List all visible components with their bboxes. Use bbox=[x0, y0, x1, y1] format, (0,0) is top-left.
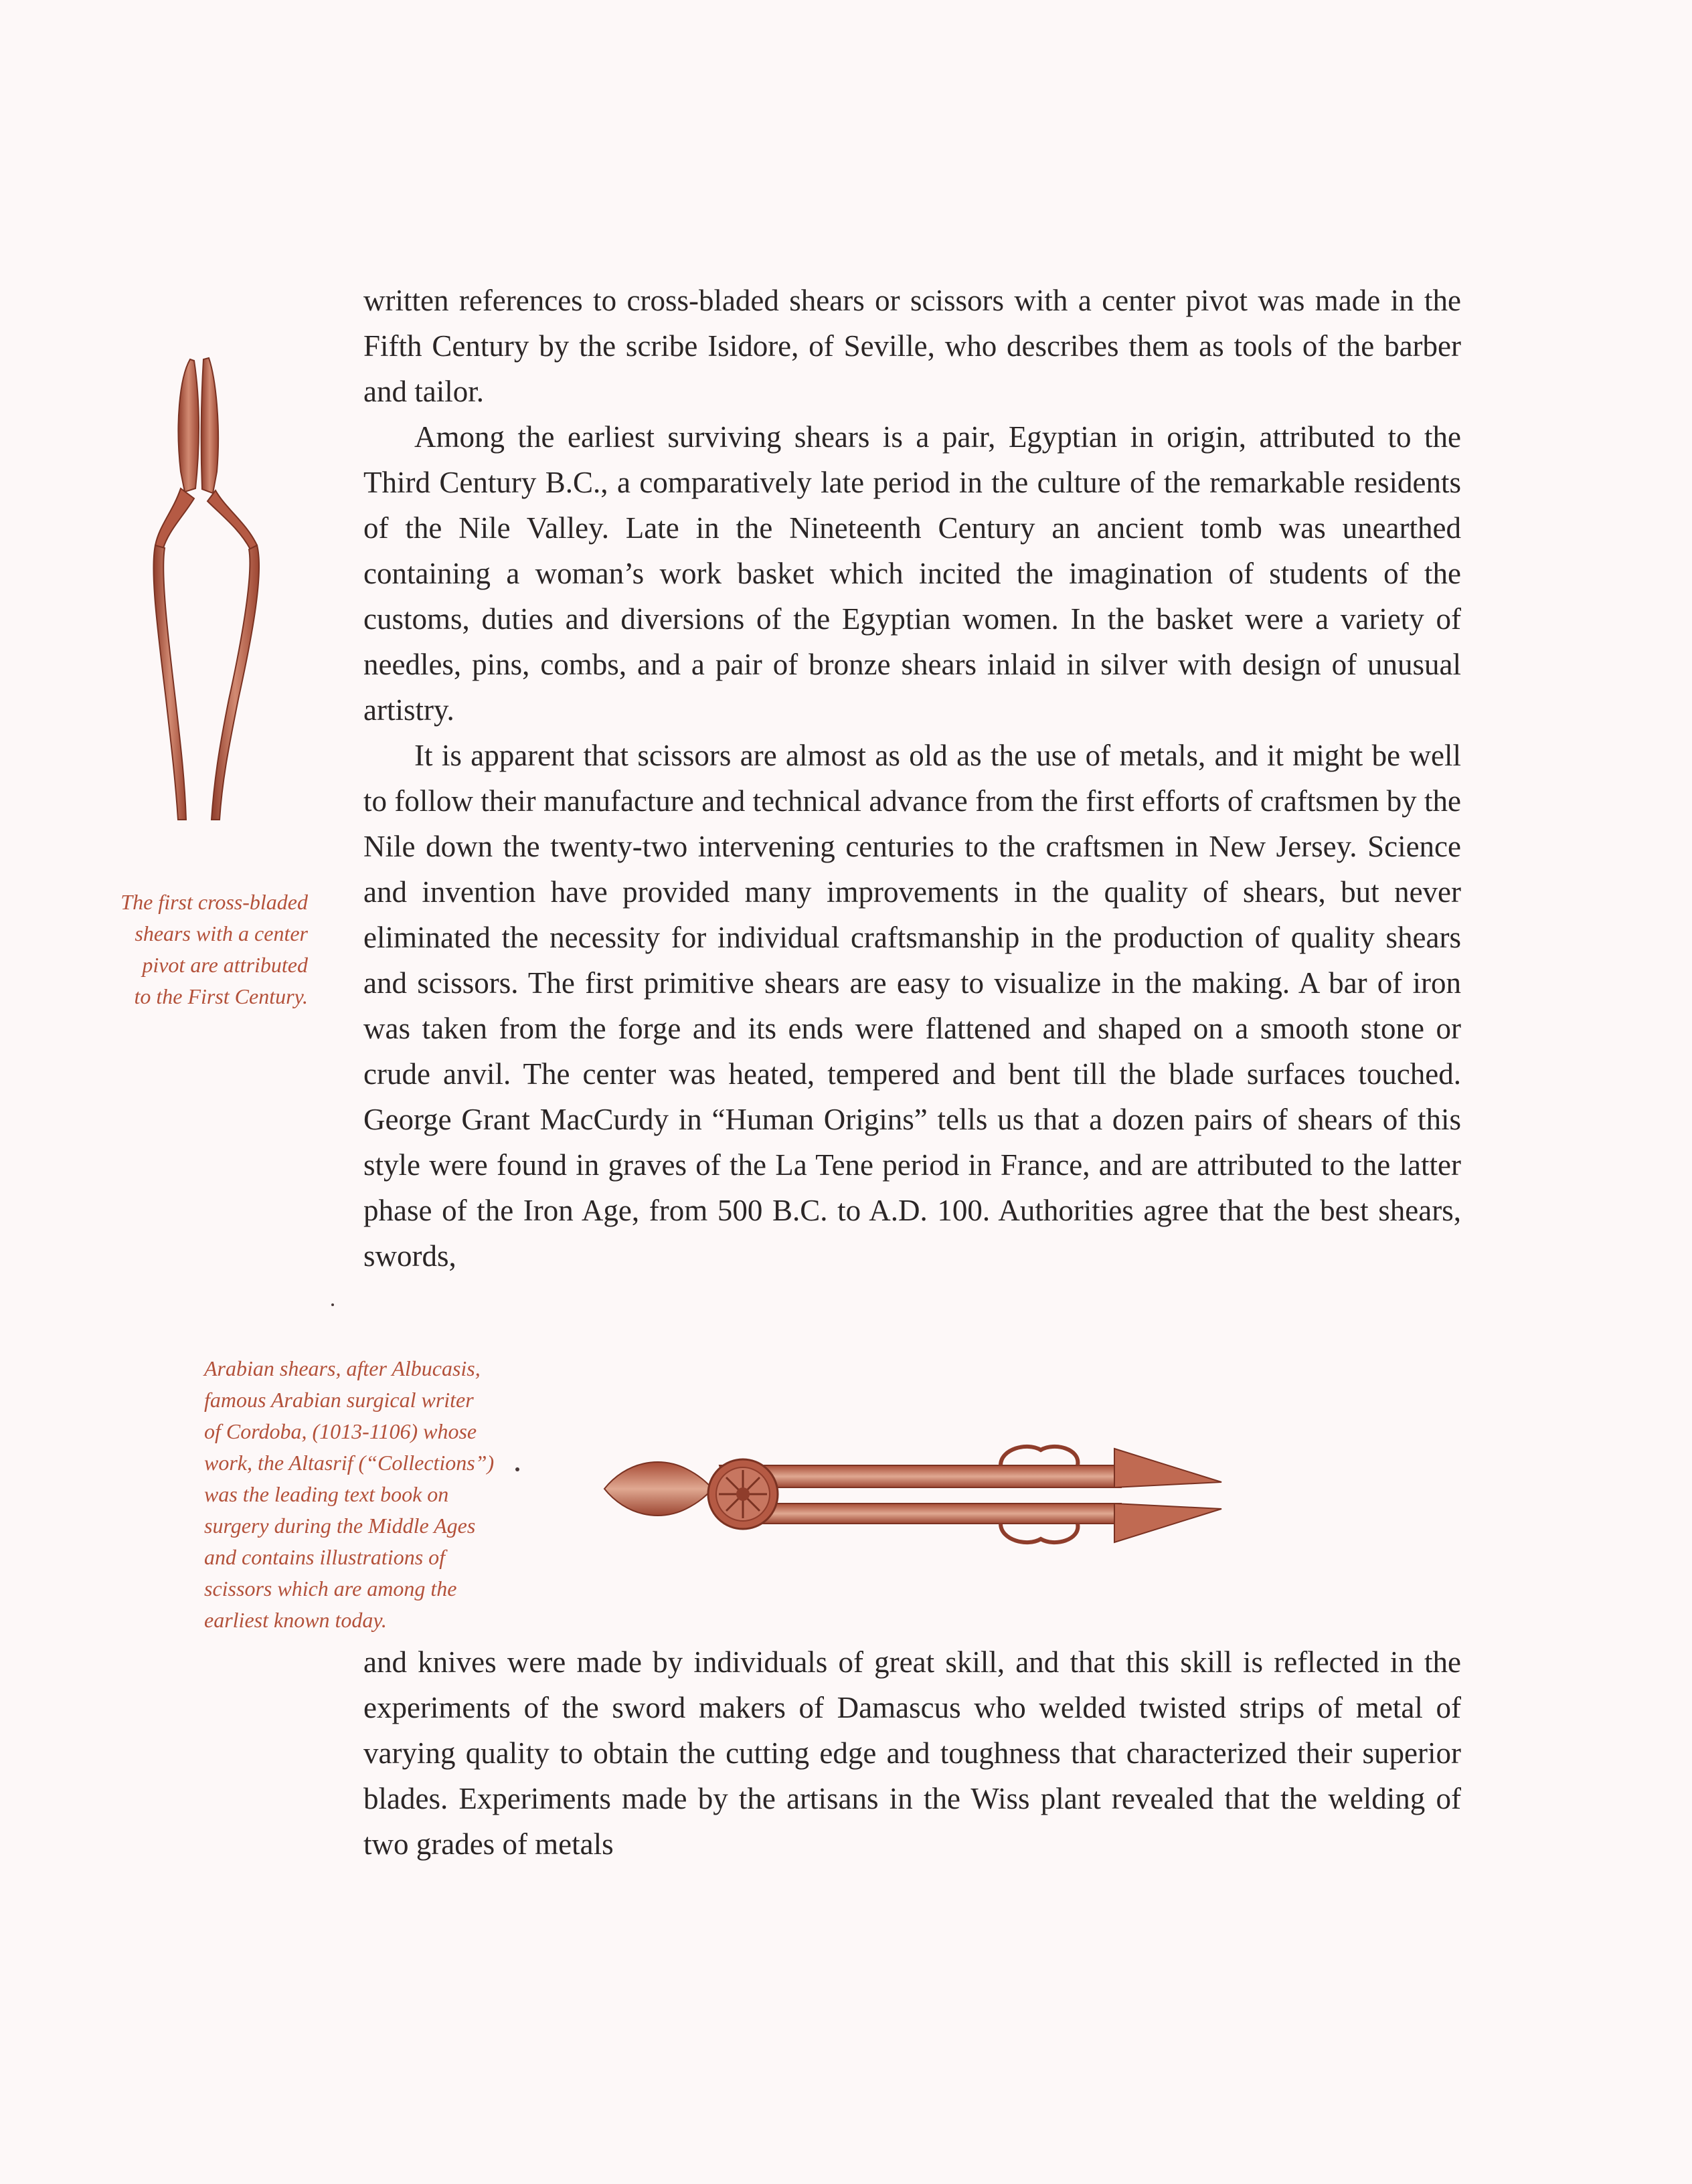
primitive-shears-illustration bbox=[146, 351, 280, 833]
caption-line: earliest known today. bbox=[204, 1608, 387, 1632]
body-text-bottom bbox=[363, 1639, 1461, 1867]
caption-first-shears bbox=[67, 887, 308, 1012]
caption-line: surgery during the Middle Ages bbox=[204, 1514, 476, 1538]
paragraph-4: and knives were made by individuals of great skill, and that this skill is reflected in the experiments of the sword makers of Damascus who welded twisted strips of metal of varying quality to obtain the cutting edge and toughness that characterized their superior blades. Experiments made by the artisans in the Wiss plant revealed that the welding of two grades of metals bbox=[363, 1645, 1461, 1861]
paragraph-3: It is apparent that scissors are almost as old as the use of metals, and it might be well to follow their manufacture and technical advance from the first efforts of craftsmen by the Nile down the twenty-two intervening centuries to the craftsmen in New Jersey. Science and invention have provided many improvements in the quality of shears, but never eliminated the necessity for individual craftsmanship in the production of quality shears and scissors. The first primitive shears are easy to visualize in the making. A bar of iron was taken from the forge and its ends were flattened and shaped on a smooth stone or crude anvil. The center was heated, tempered and bent till the blade surfaces touched. George Grant MacCurdy in “Human Origins” tells us that a dozen pairs of shears of this style were found in graves of the La Tene period in France, and are attributed to the latter phase of the Iron Age, from 500 B.C. to A.D. 100. Authorities agree that the best shears, swords, bbox=[363, 739, 1461, 1273]
caption-line: famous Arabian surgical writer bbox=[204, 1388, 474, 1412]
caption-line: of Cordoba, (1013-1106) whose bbox=[204, 1419, 477, 1443]
body-text-top bbox=[363, 278, 1461, 1279]
caption-line: to the First Century. bbox=[134, 984, 308, 1008]
caption-line: scissors which are among the bbox=[204, 1576, 457, 1601]
caption-line: The first cross-bladed bbox=[120, 890, 308, 914]
arabian-shears-illustration bbox=[599, 1408, 1228, 1569]
ink-speck bbox=[331, 1303, 334, 1306]
caption-line: and contains illustrations of bbox=[204, 1545, 446, 1569]
caption-line: was the leading text book on bbox=[204, 1482, 449, 1506]
paragraph-2: Among the earliest surviving shears is a pair, Egyptian in origin, attributed to the Third Century B.C., a comparatively late period in the culture of the remarkable residents of the Nile Valley. Late in the Nineteenth Century an ancient tomb was unearthed containing a woman’s work basket which incited the imagination of students of the customs, duties and diversions of the Egyptian women. In the basket were a variety of needles, pins, combs, and a pair of bronze shears inlaid in silver with design of unusual artistry. bbox=[363, 420, 1461, 727]
ink-speck bbox=[515, 1467, 519, 1471]
caption-line: Arabian shears, after Albucasis, bbox=[204, 1356, 481, 1380]
caption-line: work, the Altasrif (“Collections”) bbox=[204, 1451, 495, 1475]
caption-line: pivot are attributed bbox=[142, 953, 308, 977]
caption-arabian-shears bbox=[204, 1353, 552, 1636]
paragraph-1: written references to cross-bladed shears or scissors with a center pivot was made in the Fifth Century by the scribe Isidore, of Seville, who describes them as tools of the barber and tailor. bbox=[363, 284, 1461, 408]
caption-line: shears with a center bbox=[135, 921, 308, 945]
